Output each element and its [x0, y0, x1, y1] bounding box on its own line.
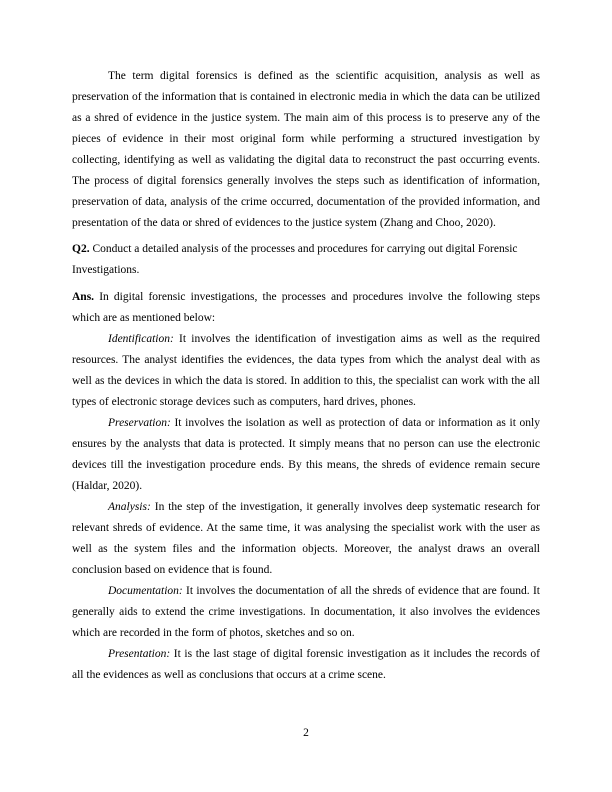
question-label: Q2. [72, 243, 90, 255]
step-documentation [72, 581, 540, 644]
step-term: Identification: [108, 333, 174, 345]
step-term: Presentation: [108, 648, 171, 660]
question-continuation: Investigations. [72, 264, 140, 276]
step-identification [72, 329, 540, 413]
step-text: It involves the isolation as well as protection of data or information as it only ensures by the analysts that data is protected. It simply means that no person can use the electronic devices till the investigation procedure ends. By this means, the shreds of evidence remain secure [72, 417, 540, 471]
intro-paragraph [72, 66, 540, 234]
step-analysis [72, 497, 540, 581]
step-text: It involves the identification of investigation aims as well as the required resources. The analyst identifies the evidences, the data types from which the analyst deal with as well as the devices in which the data is stored. In addition to this, the specialist can work with the all types of electronic storage devices such as computers, hard drives, phones. [72, 333, 540, 408]
document-page [72, 66, 540, 686]
question-text: Conduct a detailed analysis of the processes and procedures for carrying out digital Forensic [89, 243, 518, 255]
answer-label: Ans. [72, 291, 95, 303]
step-term: Analysis: [108, 501, 151, 513]
step-citation: (Haldar, 2020) [72, 480, 140, 492]
step-presentation [72, 644, 540, 686]
intro-text: The term digital forensics is defined as the scientific acquisition, analysis as well as preservation of the information that is contained in electronic media in which the data can be utilized as a shred of evidence in the justice system. The main aim of this process is to preserve any of the pieces of evidence in their most original form while performing a structured investigation by collecting, identifying as well as validating the digital data to reconstruct the past occurring events. The process of digital forensics generally involves the steps such as identification of information, preservation of data, analysis of the crime occurred, documentation of the provided information, and presentation of the data or shred of evidences to the justice system [72, 70, 540, 229]
intro-end: . [492, 217, 496, 229]
step-end: . [139, 480, 143, 492]
question-heading [72, 235, 540, 263]
page-number: 2 [303, 727, 309, 739]
step-text: It involves the documentation of all the shreds of evidence that are found. It generally aids to extend the crime investigations. In documentation, it also involves the evidences which are recorded in the form of photos, sketches and so on. [72, 585, 540, 639]
intro-citation: (Zhang and Choo, 2020) [379, 217, 493, 229]
answer-paragraph [72, 287, 540, 329]
step-preservation [72, 413, 540, 497]
step-term: Preservation: [108, 417, 171, 429]
step-text: It is the last stage of digital forensic investigation as it includes the records of all the evidences as well as conclusions that occurs at a crime scene. [72, 648, 540, 681]
step-text: In the step of the investigation, it generally involves deep systematic research for relevant shreds of evidence. At the same time, it was analysing the specialist work with the user as well as the system files and the information objects. Moreover, the analyst draws an overall conclusion based on evidence that is found. [72, 501, 540, 576]
answer-text: In digital forensic investigations, the processes and procedures involve the following steps which are as mentioned below: [72, 291, 540, 324]
step-term: Documentation: [108, 585, 183, 597]
